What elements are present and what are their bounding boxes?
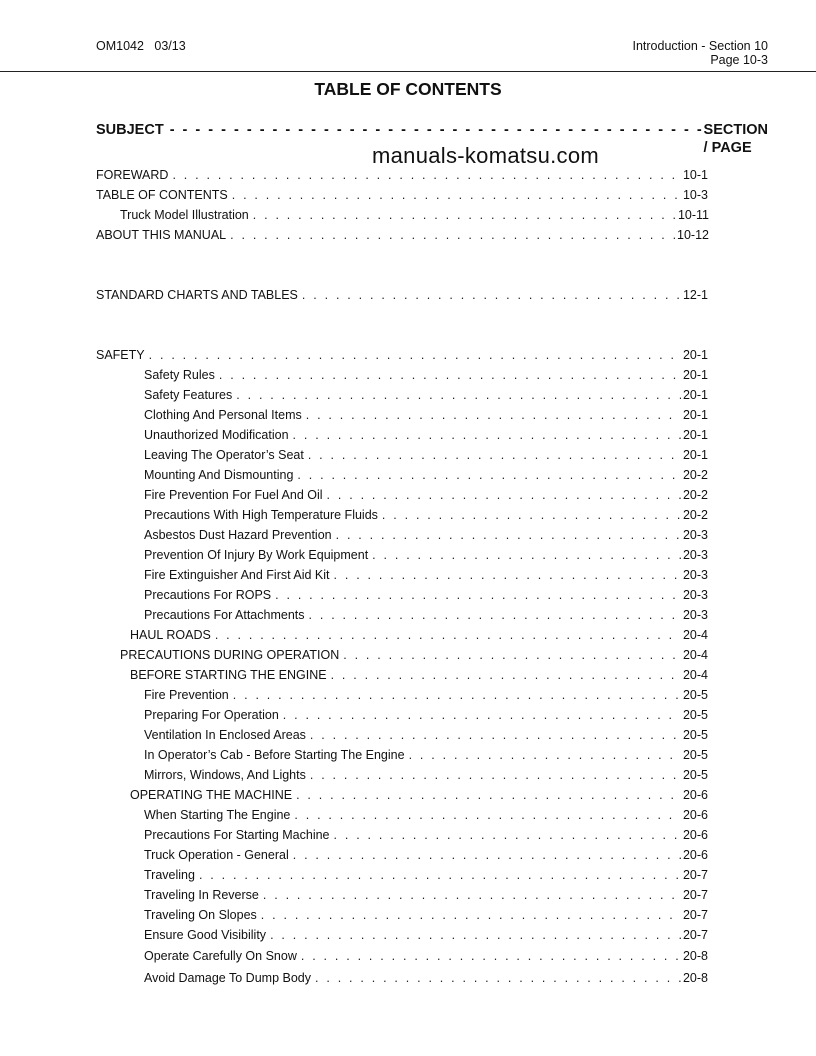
toc-entry-label: Traveling <box>144 868 195 882</box>
toc-entry[interactable] <box>144 367 708 383</box>
toc-entry-page: 20-3 <box>682 588 708 602</box>
toc-entry-page: 20-3 <box>682 608 708 622</box>
dot-leader <box>233 687 681 703</box>
dot-leader <box>309 607 681 623</box>
toc-entry[interactable] <box>144 747 708 763</box>
toc-entry-label: Precautions For Starting Machine <box>144 828 330 842</box>
toc-entry-page: 20-3 <box>682 528 708 542</box>
toc-entry[interactable] <box>96 287 708 303</box>
dot-leader <box>331 667 681 683</box>
toc-entry[interactable] <box>96 187 708 203</box>
toc-entry-label: Unauthorized Modification <box>144 428 289 442</box>
dot-leader <box>310 727 681 743</box>
toc-entry-label: In Operator’s Cab - Before Starting The Engine <box>144 748 405 762</box>
header-divider <box>0 71 816 72</box>
toc-entry[interactable] <box>144 807 708 823</box>
toc-entry[interactable] <box>144 507 708 523</box>
toc-entry-label: PRECAUTIONS DURING OPERATION <box>120 648 340 662</box>
toc-entry-page: 10-3 <box>682 188 708 202</box>
dot-leader <box>334 567 681 583</box>
toc-entry-page: 20-4 <box>682 648 708 662</box>
dot-leader <box>382 507 681 523</box>
dot-leader <box>294 807 681 823</box>
dot-leader <box>275 587 681 603</box>
toc-entry[interactable] <box>144 827 708 843</box>
dot-leader <box>302 287 681 303</box>
dot-leader <box>230 227 675 243</box>
toc-entry[interactable] <box>144 767 708 783</box>
toc-entry-page: 20-1 <box>682 348 708 362</box>
dot-leader <box>343 647 681 663</box>
toc-entry-page: 20-7 <box>682 868 708 882</box>
dot-leader <box>327 487 681 503</box>
dot-leader <box>149 347 681 363</box>
toc-entry[interactable] <box>144 527 708 543</box>
toc-entry[interactable] <box>130 627 708 643</box>
toc-entry[interactable] <box>144 887 708 903</box>
dot-leader <box>172 167 681 183</box>
toc-entry-label: BEFORE STARTING THE ENGINE <box>130 668 327 682</box>
toc-entry-page: 20-5 <box>682 728 708 742</box>
toc-entry[interactable] <box>120 647 708 663</box>
toc-entry-page: 20-4 <box>682 668 708 682</box>
toc-entry-label: SAFETY <box>96 348 145 362</box>
toc-entry-label: Truck Operation - General <box>144 848 289 862</box>
toc-entry[interactable] <box>144 487 708 503</box>
toc-entry-page: 20-2 <box>682 508 708 522</box>
toc-entry-label: Fire Prevention For Fuel And Oil <box>144 488 323 502</box>
toc-entry-page: 20-6 <box>682 828 708 842</box>
toc-entry-page: 20-6 <box>682 848 708 862</box>
toc-entry-page: 20-3 <box>682 548 708 562</box>
toc-entry-label: Safety Rules <box>144 368 215 382</box>
toc-entry-label: Precautions With High Temperature Fluids <box>144 508 378 522</box>
toc-entry-page: 10-11 <box>677 208 709 222</box>
toc-entry-label: Prevention Of Injury By Work Equipment <box>144 548 369 562</box>
toc-entry-page: 20-7 <box>682 888 708 902</box>
toc-entry-label: Traveling On Slopes <box>144 908 257 922</box>
toc-entry-page: 20-5 <box>682 708 708 722</box>
dot-leader <box>236 387 681 403</box>
section-label: Introduction - Section 10 <box>632 39 768 53</box>
dot-leader <box>296 787 681 803</box>
toc-entry[interactable] <box>96 167 708 183</box>
document-id: OM1042 03/13 <box>96 39 186 53</box>
toc-entry[interactable] <box>144 567 708 583</box>
toc-entry-label: OPERATING THE MACHINE <box>130 788 293 802</box>
toc-entry-page: 20-2 <box>682 488 708 502</box>
dot-leader <box>409 747 681 763</box>
toc-entry-label: FOREWARD <box>96 168 169 182</box>
dot-leader <box>315 970 681 986</box>
toc-entry-label: When Starting The Engine <box>144 808 291 822</box>
toc-entry-page: 12-1 <box>682 288 708 302</box>
subject-heading: SUBJECT <box>96 122 164 138</box>
toc-entry-page: 10-12 <box>677 228 709 242</box>
page-number: Page 10-3 <box>710 53 768 67</box>
toc-entry-page: 20-5 <box>682 688 708 702</box>
toc-entry-page: 20-1 <box>682 388 708 402</box>
toc-entry-label: HAUL ROADS <box>130 628 211 642</box>
toc-entry[interactable] <box>130 667 708 683</box>
dot-leader <box>215 627 681 643</box>
toc-entry-label: Fire Extinguisher And First Aid Kit <box>144 568 330 582</box>
toc-entry-label: Truck Model Illustration <box>120 208 249 222</box>
toc-entry-label: Safety Features <box>144 388 233 402</box>
toc-entry-page: 10-1 <box>682 168 708 182</box>
watermark-text: manuals-komatsu.com <box>372 143 599 168</box>
toc-entry[interactable] <box>120 207 709 223</box>
dot-leader <box>199 867 681 883</box>
toc-entry-page: 20-1 <box>682 428 708 442</box>
dot-leader <box>263 887 681 903</box>
toc-entry-page: 20-1 <box>682 448 708 462</box>
toc-entry[interactable] <box>144 727 708 743</box>
toc-entry[interactable] <box>144 970 708 986</box>
section-page-heading: SECTION / PAGE <box>703 122 768 156</box>
toc-entry-label: Mirrors, Windows, And Lights <box>144 768 306 782</box>
toc-entry-page: 20-2 <box>682 468 708 482</box>
toc-entry[interactable] <box>130 787 708 803</box>
toc-entry-page: 20-1 <box>682 368 708 382</box>
toc-entry-label: Avoid Damage To Dump Body <box>144 971 311 985</box>
toc-entry-page: 20-5 <box>682 768 708 782</box>
toc-entry[interactable] <box>144 447 708 463</box>
toc-entry-label: Ventilation In Enclosed Areas <box>144 728 306 742</box>
toc-entry-page: 20-8 <box>682 949 708 963</box>
dot-leader <box>253 207 676 223</box>
toc-entry[interactable] <box>144 948 708 964</box>
toc-entry-label: Fire Prevention <box>144 688 229 702</box>
toc-entry-page: 20-1 <box>682 408 708 422</box>
dot-leader <box>306 407 681 423</box>
toc-entry-label: Precautions For Attachments <box>144 608 305 622</box>
toc-entry-page: 20-8 <box>682 971 708 985</box>
dot-leader <box>334 827 681 843</box>
toc-entry[interactable] <box>144 467 708 483</box>
toc-entry-label: Preparing For Operation <box>144 708 279 722</box>
toc-entry[interactable] <box>144 427 708 443</box>
toc-entry-label: ABOUT THIS MANUAL <box>96 228 227 242</box>
dot-leader <box>297 467 681 483</box>
toc-entry[interactable] <box>144 707 708 723</box>
dot-leader <box>372 547 681 563</box>
toc-entry-page: 20-7 <box>682 928 708 942</box>
toc-entry[interactable] <box>144 927 708 943</box>
dot-leader <box>232 187 681 203</box>
toc-entry-label: Ensure Good Visibility <box>144 928 267 942</box>
toc-entry[interactable] <box>96 227 709 243</box>
page-header-right <box>633 39 769 67</box>
toc-entry-label: TABLE OF CONTENTS <box>96 188 228 202</box>
dot-leader <box>336 527 681 543</box>
toc-entry[interactable] <box>144 847 708 863</box>
toc-entry-label: Precautions For ROPS <box>144 588 272 602</box>
toc-entry[interactable] <box>144 687 708 703</box>
dot-leader <box>301 948 681 964</box>
dot-leader <box>310 767 681 783</box>
toc-entry-label: Mounting And Dismounting <box>144 468 294 482</box>
toc-entry[interactable] <box>144 607 708 623</box>
dot-leader <box>219 367 681 383</box>
toc-entry-page: 20-6 <box>682 808 708 822</box>
dot-leader <box>270 927 681 943</box>
toc-entry[interactable] <box>144 407 708 423</box>
dot-leader <box>261 907 681 923</box>
toc-entry[interactable] <box>96 347 708 363</box>
toc-entry-page: 20-7 <box>682 908 708 922</box>
dot-leader <box>308 447 681 463</box>
dot-leader <box>293 847 681 863</box>
dot-leader <box>293 427 681 443</box>
toc-entry[interactable] <box>144 587 708 603</box>
toc-entry[interactable] <box>144 387 708 403</box>
page-title: TABLE OF CONTENTS <box>314 79 502 99</box>
toc-entry-page: 20-3 <box>682 568 708 582</box>
toc-entry-label: STANDARD CHARTS AND TABLES <box>96 288 298 302</box>
toc-entry-label: Operate Carefully On Snow <box>144 949 297 963</box>
toc-entry[interactable] <box>144 907 708 923</box>
toc-entry[interactable] <box>144 867 708 883</box>
toc-entry-page: 20-4 <box>682 628 708 642</box>
toc-entry[interactable] <box>144 547 708 563</box>
toc-entry-label: Clothing And Personal Items <box>144 408 302 422</box>
dot-leader <box>283 707 681 723</box>
toc-entry-label: Leaving The Operator’s Seat <box>144 448 304 462</box>
toc-entry-page: 20-5 <box>682 748 708 762</box>
toc-entry-label: Traveling In Reverse <box>144 888 259 902</box>
toc-entry-label: Asbestos Dust Hazard Prevention <box>144 528 332 542</box>
toc-entry-page: 20-6 <box>682 788 708 802</box>
